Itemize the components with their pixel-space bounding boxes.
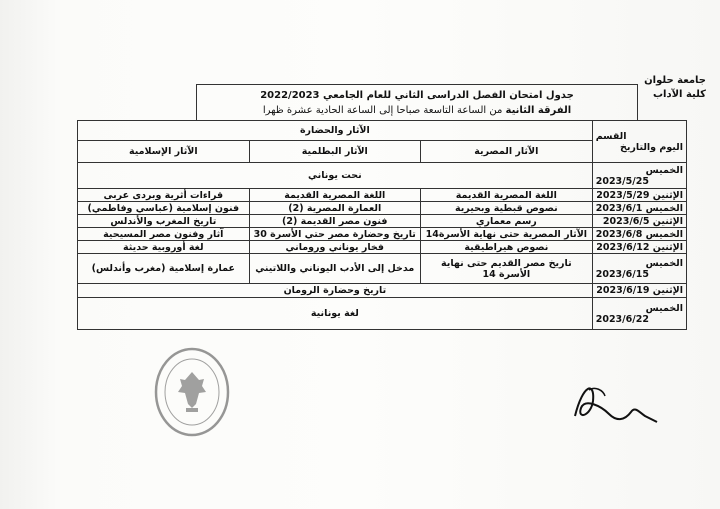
merged-exam-cell: تاريخ وحضارة الرومان (78, 284, 593, 298)
date-cell (592, 241, 686, 254)
day-name: الخميس (645, 164, 683, 176)
exam-cell: تاريخ المغرب والأندلس (78, 215, 250, 228)
day-name: الإثنين (652, 285, 683, 296)
university-header (644, 74, 706, 102)
table-row (78, 284, 687, 298)
dept-header-ptolemaic: الآثار البطلمية (249, 141, 420, 163)
exam-cell: رسم معماري (420, 215, 592, 228)
date-cell (592, 254, 686, 284)
schedule-title-box (196, 84, 638, 120)
dept-header-egyptian: الآثار المصرية (420, 141, 592, 163)
exam-cell: فنون مصر القديمة (2) (249, 215, 420, 228)
date-cell (592, 202, 686, 215)
day-name: الخميس (645, 302, 683, 314)
exam-cell: تاريخ وحضارة مصر حتي الأسرة 30 (249, 228, 420, 241)
day-name: الإثنين (652, 241, 683, 253)
date-value: 2023/6/5 (602, 215, 650, 227)
date-value: 2023/6/15 (595, 268, 649, 280)
merged-exam-cell: نحت يوناني (78, 163, 593, 189)
signature (565, 376, 665, 436)
table-row (78, 241, 687, 254)
table-row (78, 215, 687, 228)
exam-cell: عمارة إسلامية (مغرب وأندلس) (78, 254, 250, 284)
faculty-name: كلية الآداب (652, 89, 706, 100)
date-value: 2023/6/19 (596, 285, 650, 296)
date-value: 2023/6/8 (595, 228, 643, 240)
date-value: 2023/6/12 (596, 241, 650, 253)
table-row (78, 189, 687, 202)
dept-header-islamic: الآثار الإسلامية (78, 141, 250, 163)
day-name: الخميس (645, 202, 683, 214)
exam-cell: نصوص قبطية وبحيرية (420, 202, 592, 215)
date-corner-label: اليوم والتاريخ (620, 141, 683, 153)
date-value: 2023/6/22 (595, 313, 649, 325)
day-name: الخميس (645, 228, 683, 240)
exam-cell: فنون إسلامية (عباسي وفاطمي) (78, 202, 250, 215)
exam-cell: الآثار المصرية حتى نهاية الأسرة14 (420, 228, 592, 241)
corner-header (592, 121, 686, 163)
table-row (78, 298, 687, 330)
date-value: 2023/5/25 (595, 175, 649, 187)
day-name: الخميس (645, 257, 683, 269)
university-name: جامعة حلوان (644, 75, 706, 86)
faculty-stamp (152, 346, 232, 438)
date-cell (592, 163, 686, 189)
time-label: من الساعة التاسعة صباحا إلى الساعة الحادية عشرة ظهرا (262, 105, 503, 116)
exam-cell: لغة أوروبية حديثة (78, 241, 250, 254)
date-cell (592, 189, 686, 202)
exam-cell: قراءات أثرية وبردى عربى (78, 189, 250, 202)
exam-cell: نصوص هيراطيقية (420, 241, 592, 254)
exam-schedule-table (77, 120, 687, 330)
exam-cell: اللغة المصرية القديمة (249, 189, 420, 202)
date-cell (592, 228, 686, 241)
schedule-subtitle (197, 103, 637, 118)
merged-exam-cell: لغة يونانية (78, 298, 593, 330)
date-cell (592, 298, 686, 330)
exam-cell: تاريخ مصر القديم حتى نهاية الأسرة 14 (420, 254, 592, 284)
exam-cell: فخار يوناني وروماني (249, 241, 420, 254)
date-cell (592, 284, 686, 298)
table-row (78, 228, 687, 241)
date-value: 2023/6/1 (595, 202, 643, 214)
table-row (78, 163, 687, 189)
table-row (78, 202, 687, 215)
exam-cell: آثار وفنون مصر المسيحية (78, 228, 250, 241)
day-name: الإثنين (652, 215, 683, 227)
table-row (78, 254, 687, 284)
group-header: الآثار والحضارة (78, 121, 593, 141)
exam-cell: العمارة المصرية (2) (249, 202, 420, 215)
schedule-title: جدول امتحان الفصل الدراسى الثاني للعام الجامعي 2022/2023 (260, 90, 574, 101)
day-name: الإثنين (652, 189, 683, 201)
date-cell (592, 215, 686, 228)
department-corner-label: القسم (595, 130, 627, 142)
exam-cell: مدخل إلى الأدب اليوناني واللاتيني (249, 254, 420, 284)
date-value: 2023/5/29 (596, 189, 650, 201)
exam-cell: اللغة المصرية القديمة (420, 189, 592, 202)
level-label: الفرقة الثانية (505, 105, 572, 116)
